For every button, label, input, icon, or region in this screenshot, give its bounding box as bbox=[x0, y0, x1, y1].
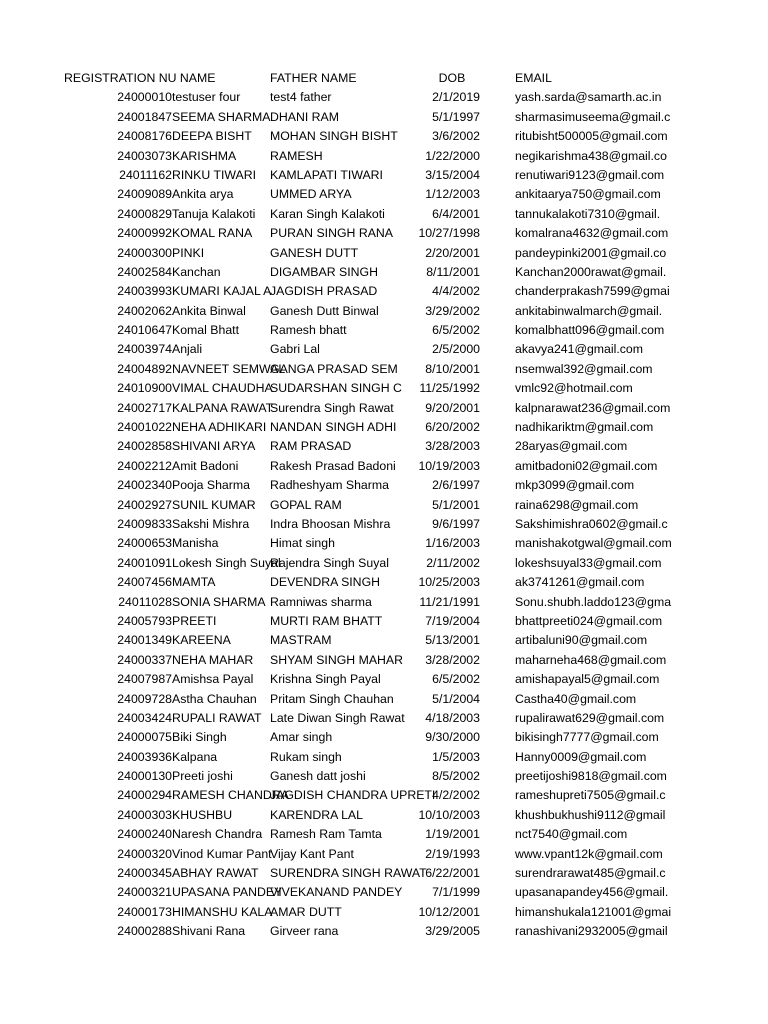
table-row bbox=[0, 496, 768, 515]
email-cell[interactable]: raina6298@gmail.com bbox=[515, 497, 639, 512]
dob-cell[interactable]: 4/2/2002 bbox=[432, 788, 480, 803]
name-cell[interactable]: Naresh Chandra bbox=[172, 827, 263, 842]
name-cell[interactable]: RUPALI RAWAT bbox=[172, 710, 262, 725]
name-cell[interactable]: Shivani Rana bbox=[172, 924, 246, 939]
dob-cell[interactable]: 3/28/2002 bbox=[425, 652, 480, 667]
registration-cell[interactable]: 24007456 bbox=[117, 575, 172, 590]
father-cell[interactable]: test4 father bbox=[270, 90, 332, 105]
name-cell[interactable]: Manisha bbox=[172, 536, 219, 551]
dob-cell[interactable]: 7/19/2004 bbox=[425, 613, 480, 628]
registration-cell[interactable]: 24000075 bbox=[117, 730, 172, 745]
email-cell[interactable]: negikarishma438@gmail.co bbox=[515, 148, 667, 163]
table-row bbox=[0, 845, 768, 864]
dob-cell[interactable]: 3/29/2002 bbox=[425, 303, 480, 318]
name-cell[interactable]: KARISHMA bbox=[172, 148, 237, 163]
dob-cell[interactable]: 2/20/2001 bbox=[425, 245, 480, 260]
registration-cell[interactable]: 24003974 bbox=[117, 342, 172, 357]
dob-cell[interactable]: 10/27/1998 bbox=[418, 226, 480, 241]
registration-cell[interactable]: 24009833 bbox=[117, 516, 172, 531]
registration-cell[interactable]: 24000300 bbox=[117, 245, 172, 260]
name-cell[interactable]: SUNIL KUMAR bbox=[172, 497, 256, 512]
dob-cell[interactable]: 5/1/2004 bbox=[432, 691, 480, 706]
registration-cell[interactable]: 24011028 bbox=[118, 594, 172, 609]
name-cell[interactable]: Anjali bbox=[172, 342, 203, 357]
dob-cell[interactable]: 3/29/2005 bbox=[425, 924, 480, 939]
father-cell[interactable]: NANDAN SINGH ADHI bbox=[270, 420, 397, 435]
father-cell[interactable]: Rukam singh bbox=[270, 749, 342, 764]
dob-cell[interactable]: 2/11/2002 bbox=[426, 555, 480, 570]
name-cell[interactable]: Amishsa Payal bbox=[172, 672, 254, 687]
dob-cell[interactable]: 10/10/2003 bbox=[418, 807, 480, 822]
header-email[interactable]: EMAIL bbox=[515, 71, 552, 85]
name-cell[interactable]: NAVNEET SEMWAL bbox=[172, 361, 286, 376]
registration-cell[interactable]: 24000288 bbox=[117, 924, 172, 939]
table-row bbox=[0, 185, 768, 204]
table-row bbox=[0, 340, 768, 359]
registration-cell[interactable]: 24008176 bbox=[117, 129, 172, 144]
email-cell[interactable]: upasanapandey456@gmail. bbox=[515, 885, 669, 900]
spreadsheet bbox=[0, 69, 768, 942]
father-cell[interactable]: Ramniwas sharma bbox=[270, 594, 372, 609]
table-row bbox=[0, 690, 768, 709]
table-row bbox=[0, 922, 768, 941]
table-row bbox=[0, 166, 768, 185]
registration-cell[interactable]: 24000653 bbox=[117, 536, 172, 551]
table-row bbox=[0, 418, 768, 437]
dob-cell[interactable]: 11/21/1991 bbox=[419, 594, 480, 609]
name-cell[interactable]: Kanchan bbox=[172, 264, 221, 279]
father-cell[interactable]: Ganesh datt joshi bbox=[270, 769, 366, 784]
email-cell[interactable]: nsemwal392@gmail.com bbox=[515, 361, 653, 376]
table-row bbox=[0, 903, 768, 922]
registration-cell[interactable]: 24001091 bbox=[117, 555, 172, 570]
registration-cell[interactable]: 24002340 bbox=[117, 478, 172, 493]
dob-cell[interactable]: 8/10/2001 bbox=[425, 361, 480, 376]
table-row bbox=[0, 224, 768, 243]
father-cell[interactable]: KARENDRA LAL bbox=[270, 807, 363, 822]
table-row bbox=[0, 612, 768, 631]
dob-cell[interactable]: 5/1/2001 bbox=[432, 497, 480, 512]
table-row bbox=[0, 399, 768, 418]
table-row bbox=[0, 651, 768, 670]
dob-cell[interactable]: 1/16/2003 bbox=[425, 536, 480, 551]
dob-cell[interactable]: 6/5/2002 bbox=[432, 672, 480, 687]
father-cell[interactable]: Amar singh bbox=[270, 730, 333, 745]
email-cell[interactable]: ranashivani2932005@gmail bbox=[515, 924, 668, 939]
header-father-name[interactable]: FATHER NAME bbox=[270, 71, 357, 85]
registration-cell[interactable]: 24009728 bbox=[117, 691, 172, 706]
email-cell[interactable]: kalpnarawat236@gmail.com bbox=[515, 400, 671, 415]
registration-cell[interactable]: 24000345 bbox=[117, 866, 172, 881]
dob-cell[interactable]: 1/12/2003 bbox=[425, 187, 480, 202]
table-row bbox=[0, 263, 768, 282]
dob-cell[interactable]: 3/6/2002 bbox=[432, 129, 480, 144]
dob-cell[interactable]: 2/6/1997 bbox=[432, 478, 480, 493]
registration-cell[interactable]: 24000992 bbox=[117, 226, 172, 241]
name-cell[interactable]: RAMESH CHANDRA bbox=[172, 788, 289, 803]
dob-cell[interactable]: 1/22/2000 bbox=[425, 148, 480, 163]
name-cell[interactable]: PREETI bbox=[172, 613, 217, 628]
dob-cell[interactable]: 10/19/2003 bbox=[418, 458, 480, 473]
father-cell[interactable]: Pritam Singh Chauhan bbox=[270, 691, 394, 706]
email-cell[interactable]: mkp3099@gmail.com bbox=[515, 478, 635, 493]
email-cell[interactable]: bhattpreeti024@gmail.com bbox=[515, 613, 663, 628]
father-cell[interactable]: SUDARSHAN SINGH C bbox=[270, 381, 402, 396]
registration-cell[interactable]: 24000010 bbox=[117, 90, 172, 105]
name-cell[interactable]: Preeti joshi bbox=[172, 769, 233, 784]
father-cell[interactable]: Surendra Singh Rawat bbox=[270, 400, 394, 415]
table-row bbox=[0, 883, 768, 902]
registration-cell[interactable]: 24000294 bbox=[117, 788, 172, 803]
email-cell[interactable]: renutiwari9123@gmail.com bbox=[515, 167, 665, 182]
name-cell[interactable]: Ankita arya bbox=[172, 187, 234, 202]
email-cell[interactable]: ankitabinwalmarch@gmail. bbox=[515, 303, 663, 318]
dob-cell[interactable]: 2/5/2000 bbox=[432, 342, 480, 357]
dob-cell[interactable]: 9/20/2001 bbox=[425, 400, 480, 415]
table-row bbox=[0, 302, 768, 321]
father-cell[interactable]: Vijay Kant Pant bbox=[270, 846, 354, 861]
father-cell[interactable]: Ramesh Ram Tamta bbox=[270, 827, 382, 842]
dob-cell[interactable]: 1/5/2003 bbox=[432, 749, 480, 764]
father-cell[interactable]: Rajendra Singh Suyal bbox=[270, 555, 389, 570]
dob-cell[interactable]: 6/20/2002 bbox=[425, 420, 480, 435]
email-cell[interactable]: vmlc92@hotmail.com bbox=[515, 381, 633, 396]
registration-cell[interactable]: 24003424 bbox=[117, 710, 172, 725]
name-cell[interactable]: HIMANSHU KALA bbox=[172, 904, 273, 919]
registration-cell[interactable]: 24005793 bbox=[117, 613, 172, 628]
registration-cell[interactable]: 24000829 bbox=[117, 206, 172, 221]
father-cell[interactable]: Indra Bhoosan Mishra bbox=[270, 516, 391, 531]
table-row bbox=[0, 593, 768, 612]
name-cell[interactable]: Ankita Binwal bbox=[172, 303, 246, 318]
email-cell[interactable]: yash.sarda@samarth.ac.in bbox=[515, 90, 662, 105]
name-cell[interactable]: SEEMA SHARMA bbox=[172, 109, 271, 124]
dob-cell[interactable]: 4/18/2003 bbox=[425, 710, 480, 725]
table-row bbox=[0, 864, 768, 883]
email-cell[interactable]: preetijoshi9818@gmail.com bbox=[515, 769, 667, 784]
table-row bbox=[0, 205, 768, 224]
dob-cell[interactable]: 6/5/2002 bbox=[432, 323, 480, 338]
name-cell[interactable]: Biki Singh bbox=[172, 730, 227, 745]
email-cell[interactable]: ankitaarya750@gmail.com bbox=[515, 187, 661, 202]
email-cell[interactable]: Kanchan2000rawat@gmail. bbox=[515, 264, 667, 279]
father-cell[interactable]: GANGA PRASAD SEM bbox=[270, 361, 398, 376]
father-cell[interactable]: SURENDRA SINGH RAWAT bbox=[270, 866, 427, 881]
name-cell[interactable]: SONIA SHARMA bbox=[172, 594, 266, 609]
father-cell[interactable]: RAM PRASAD bbox=[270, 439, 352, 454]
table-row bbox=[0, 573, 768, 592]
dob-cell[interactable]: 11/25/1992 bbox=[419, 381, 480, 396]
header-registration-name[interactable]: REGISTRATION NU NAME bbox=[64, 71, 216, 85]
email-cell[interactable]: Sakshimishra0602@gmail.c bbox=[515, 516, 668, 531]
registration-cell[interactable]: 24002858 bbox=[117, 439, 172, 454]
email-cell[interactable]: rupalirawat629@gmail.com bbox=[515, 710, 665, 725]
father-cell[interactable]: MASTRAM bbox=[270, 633, 332, 648]
father-cell[interactable]: UMMED ARYA bbox=[270, 187, 352, 202]
table-row bbox=[0, 748, 768, 767]
email-cell[interactable]: tannukalakoti7310@gmail. bbox=[515, 206, 661, 221]
registration-cell[interactable]: 24002212 bbox=[117, 458, 172, 473]
email-cell[interactable]: himanshukala121001@gmai bbox=[515, 904, 672, 919]
father-cell[interactable]: DHANI RAM bbox=[270, 109, 340, 124]
table-row bbox=[0, 786, 768, 805]
email-cell[interactable]: komalbhatt096@gmail.com bbox=[515, 323, 665, 338]
father-cell[interactable]: Girveer rana bbox=[270, 924, 339, 939]
registration-cell[interactable]: 24000320 bbox=[117, 846, 172, 861]
father-cell[interactable]: MURTI RAM BHATT bbox=[270, 613, 383, 628]
table-row bbox=[0, 515, 768, 534]
email-cell[interactable]: bikisingh7777@gmail.com bbox=[515, 730, 659, 745]
name-cell[interactable]: MAMTA bbox=[172, 575, 216, 590]
name-cell[interactable]: Tanuja Kalakoti bbox=[172, 206, 256, 221]
name-cell[interactable]: KOMAL RANA bbox=[172, 226, 253, 241]
dob-cell[interactable]: 4/4/2002 bbox=[432, 284, 480, 299]
email-cell[interactable]: manishakotgwal@gmail.com bbox=[515, 536, 672, 551]
header-row bbox=[0, 69, 768, 88]
father-cell[interactable]: DEVENDRA SINGH bbox=[270, 575, 381, 590]
name-cell[interactable]: KALPANA RAWAT bbox=[172, 400, 274, 415]
registration-cell[interactable]: 24000321 bbox=[117, 885, 172, 900]
table-row bbox=[0, 709, 768, 728]
dob-cell[interactable]: 3/28/2003 bbox=[425, 439, 480, 454]
table-row bbox=[0, 631, 768, 650]
dob-cell[interactable]: 6/22/2001 bbox=[425, 866, 480, 881]
registration-cell[interactable]: 24002927 bbox=[117, 497, 172, 512]
father-cell[interactable]: JAGDISH PRASAD bbox=[270, 284, 378, 299]
registration-cell[interactable]: 24001847 bbox=[117, 109, 172, 124]
registration-cell[interactable]: 24001349 bbox=[117, 633, 172, 648]
email-cell[interactable]: rameshupreti7505@gmail.c bbox=[515, 788, 666, 803]
email-cell[interactable]: sharmasimuseema@gmail.c bbox=[515, 109, 671, 124]
email-cell[interactable]: komalrana4632@gmail.com bbox=[515, 226, 669, 241]
dob-cell[interactable]: 8/5/2002 bbox=[432, 769, 480, 784]
table-row bbox=[0, 282, 768, 301]
dob-cell[interactable]: 6/4/2001 bbox=[432, 206, 480, 221]
dob-cell[interactable]: 3/15/2004 bbox=[425, 167, 480, 182]
table-row bbox=[0, 476, 768, 495]
dob-cell[interactable]: 5/13/2001 bbox=[425, 633, 480, 648]
email-cell[interactable]: nadhikariktm@gmail.com bbox=[515, 420, 654, 435]
name-cell[interactable]: ABHAY RAWAT bbox=[172, 866, 259, 881]
name-cell[interactable]: Astha Chauhan bbox=[172, 691, 257, 706]
father-cell[interactable]: Gabri Lal bbox=[270, 342, 320, 357]
father-cell[interactable]: GANESH DUTT bbox=[270, 245, 359, 260]
name-cell[interactable]: SHIVANI ARYA bbox=[172, 439, 256, 454]
father-cell[interactable]: JAGDISH CHANDRA UPRETI bbox=[270, 788, 436, 803]
table-row bbox=[0, 554, 768, 573]
table-row bbox=[0, 437, 768, 456]
email-cell[interactable]: amishapayal5@gmail.com bbox=[515, 672, 660, 687]
email-cell[interactable]: artibaluni90@gmail.com bbox=[515, 633, 648, 648]
table-row bbox=[0, 108, 768, 127]
email-cell[interactable]: ritubisht500005@gmail.com bbox=[515, 129, 668, 144]
father-cell[interactable]: Himat singh bbox=[270, 536, 335, 551]
email-cell[interactable]: khushbukhushi9112@gmail bbox=[515, 807, 666, 822]
table-row bbox=[0, 534, 768, 553]
father-cell[interactable]: AMAR DUTT bbox=[270, 904, 342, 919]
email-cell[interactable]: Hanny0009@gmail.com bbox=[515, 749, 647, 764]
dob-cell[interactable]: 2/1/2019 bbox=[432, 90, 480, 105]
dob-cell[interactable]: 9/30/2000 bbox=[425, 730, 480, 745]
registration-cell[interactable]: 24007987 bbox=[117, 672, 172, 687]
name-cell[interactable]: NEHA MAHAR bbox=[172, 652, 254, 667]
registration-cell[interactable]: 24004892 bbox=[117, 361, 172, 376]
registration-cell[interactable]: 24003936 bbox=[117, 749, 172, 764]
name-cell[interactable]: Vinod Kumar Pant bbox=[172, 846, 272, 861]
table-row bbox=[0, 767, 768, 786]
registration-cell[interactable]: 24011162 bbox=[119, 167, 172, 182]
registration-cell[interactable]: 24000173 bbox=[117, 904, 172, 919]
dob-cell[interactable]: 9/6/1997 bbox=[432, 516, 480, 531]
father-cell[interactable]: VIVEKANAND PANDEY bbox=[270, 885, 403, 900]
father-cell[interactable]: GOPAL RAM bbox=[270, 497, 342, 512]
email-cell[interactable]: ak3741261@gmail.com bbox=[515, 575, 645, 590]
registration-cell[interactable]: 24000130 bbox=[117, 769, 172, 784]
name-cell[interactable]: UPASANA PANDEY bbox=[172, 885, 283, 900]
email-cell[interactable]: amitbadoni02@gmail.com bbox=[515, 458, 658, 473]
email-cell[interactable]: nct7540@gmail.com bbox=[515, 827, 628, 842]
dob-cell[interactable]: 10/25/2003 bbox=[418, 575, 480, 590]
registration-cell[interactable]: 24000240 bbox=[117, 827, 172, 842]
registration-cell[interactable]: 24002062 bbox=[117, 303, 172, 318]
father-cell[interactable]: KAMLAPATI TIWARI bbox=[270, 167, 383, 182]
header-dob[interactable]: DOB bbox=[438, 71, 466, 85]
dob-cell[interactable]: 10/12/2001 bbox=[418, 904, 480, 919]
table-row bbox=[0, 825, 768, 844]
name-cell[interactable]: KAREENA bbox=[172, 633, 231, 648]
name-cell[interactable]: Lokesh Singh Suyal bbox=[172, 555, 281, 570]
father-cell[interactable]: Ganesh Dutt Binwal bbox=[270, 303, 379, 318]
email-cell[interactable]: pandeypinki2001@gmail.co bbox=[515, 245, 667, 260]
table-row bbox=[0, 321, 768, 340]
registration-cell[interactable]: 24002584 bbox=[117, 264, 172, 279]
table-row bbox=[0, 147, 768, 166]
name-cell[interactable]: DEEPA BISHT bbox=[172, 129, 252, 144]
email-cell[interactable]: lokeshsuyal33@gmail.com bbox=[515, 555, 662, 570]
name-cell[interactable]: Sakshi Mishra bbox=[172, 516, 250, 531]
dob-cell[interactable]: 5/1/1997 bbox=[432, 109, 480, 124]
email-cell[interactable]: chanderprakash7599@gmai bbox=[515, 284, 670, 299]
father-cell[interactable]: MOHAN SINGH BISHT bbox=[270, 129, 398, 144]
name-cell[interactable]: Komal Bhatt bbox=[172, 323, 239, 338]
table-row bbox=[0, 127, 768, 146]
name-cell[interactable]: PINKI bbox=[172, 245, 205, 260]
dob-cell[interactable]: 8/11/2001 bbox=[426, 264, 480, 279]
email-cell[interactable]: Castha40@gmail.com bbox=[515, 691, 637, 706]
registration-cell[interactable]: 24003073 bbox=[117, 148, 172, 163]
dob-cell[interactable]: 7/1/1999 bbox=[432, 885, 480, 900]
name-cell[interactable]: VIMAL CHAUDHA bbox=[172, 381, 273, 396]
name-cell[interactable]: NEHA ADHIKARI bbox=[172, 420, 267, 435]
father-cell[interactable]: Rakesh Prasad Badoni bbox=[270, 458, 396, 473]
dob-cell[interactable]: 1/19/2001 bbox=[425, 827, 480, 842]
registration-cell[interactable]: 24003993 bbox=[117, 284, 172, 299]
name-cell[interactable]: Amit Badoni bbox=[172, 458, 239, 473]
email-cell[interactable]: maharneha468@gmail.com bbox=[515, 652, 667, 667]
father-cell[interactable]: Late Diwan Singh Rawat bbox=[270, 710, 405, 725]
father-cell[interactable]: Krishna Singh Payal bbox=[270, 672, 381, 687]
registration-cell[interactable]: 24001022 bbox=[117, 420, 172, 435]
table-row bbox=[0, 360, 768, 379]
registration-cell[interactable]: 24009089 bbox=[117, 187, 172, 202]
table-row bbox=[0, 670, 768, 689]
registration-cell[interactable]: 24010900 bbox=[117, 381, 172, 396]
name-cell[interactable]: RINKU TIWARI bbox=[172, 167, 257, 182]
father-cell[interactable]: Radheshyam Sharma bbox=[270, 478, 389, 493]
email-cell[interactable]: www.vpant12k@gmail.com bbox=[515, 846, 663, 861]
name-cell[interactable]: Pooja Sharma bbox=[172, 478, 250, 493]
table-row bbox=[0, 379, 768, 398]
father-cell[interactable]: DIGAMBAR SINGH bbox=[270, 264, 378, 279]
father-cell[interactable]: Karan Singh Kalakoti bbox=[270, 206, 385, 221]
dob-cell[interactable]: 2/19/1993 bbox=[425, 846, 480, 861]
father-cell[interactable]: SHYAM SINGH MAHAR bbox=[270, 652, 404, 667]
name-cell[interactable]: Kalpana bbox=[172, 749, 218, 764]
table-row bbox=[0, 88, 768, 107]
table-row bbox=[0, 728, 768, 747]
registration-cell[interactable]: 24010647 bbox=[117, 323, 172, 338]
registration-cell[interactable]: 24000303 bbox=[117, 807, 172, 822]
email-cell[interactable]: 28aryas@gmail.com bbox=[515, 439, 628, 454]
name-cell[interactable]: testuser four bbox=[172, 90, 241, 105]
name-cell[interactable]: KUMARI KAJAL A bbox=[172, 284, 272, 299]
table-body bbox=[0, 88, 768, 941]
email-cell[interactable]: akavya241@gmail.com bbox=[515, 342, 643, 357]
email-cell[interactable]: Sonu.shubh.laddo123@gma bbox=[515, 594, 672, 609]
table-row bbox=[0, 457, 768, 476]
registration-cell[interactable]: 24002717 bbox=[117, 400, 172, 415]
email-cell[interactable]: surendrarawat485@gmail.c bbox=[515, 866, 666, 881]
father-cell[interactable]: RAMESH bbox=[270, 148, 323, 163]
father-cell[interactable]: PURAN SINGH RANA bbox=[270, 226, 393, 241]
name-cell[interactable]: KHUSHBU bbox=[172, 807, 233, 822]
father-cell[interactable]: Ramesh bhatt bbox=[270, 323, 347, 338]
table-row bbox=[0, 806, 768, 825]
registration-cell[interactable]: 24000337 bbox=[117, 652, 172, 667]
table-row bbox=[0, 244, 768, 263]
